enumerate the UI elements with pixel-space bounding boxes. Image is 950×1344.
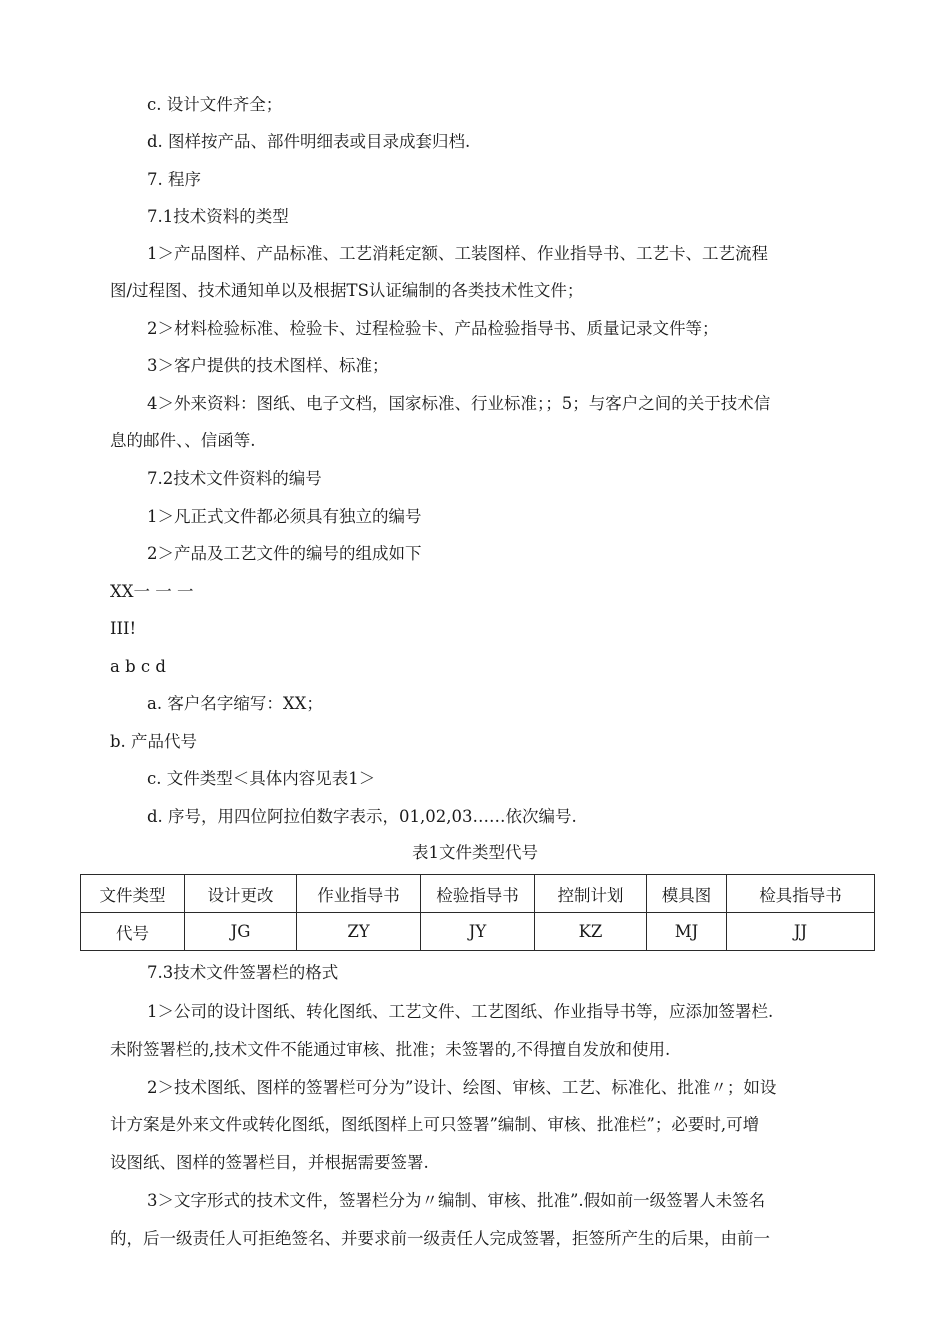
table-cell: ZY [297, 913, 421, 951]
section-7-1-item-2: 2＞材料检验标准、检验卡、过程检验卡、产品检验指导书、质量记录文件等； [147, 319, 719, 338]
section-7-3-item-3-line-2: 的，后一级责任人可拒绝签名、并要求前一级责任人完成签署，拒签所产生的后果，由前一 [110, 1229, 770, 1248]
item-d-drawings-archive: d. 图样按产品、部件明细表或目录成套归档. [147, 132, 471, 151]
section-7-1-item-1-line-2: 图/过程图、技术通知单以及根据TS认证编制的各类技术性文件； [110, 281, 584, 300]
section-7-3-item-2-line-1: 2＞技术图纸、图样的签署栏可分为”设计、绘图、审核、工艺、标准化、批准〃；如设 [147, 1078, 777, 1097]
section-7-1-item-4-line-1: 4＞外来资料：图纸、电子文档，国家标准、行业标准；；5；与客户之间的关于技术信 [147, 394, 771, 413]
section-7-3-item-1-line-2: 未附签署栏的,技术文件不能通过审核、批准；未签署的,不得擅自发放和使用. [110, 1040, 671, 1059]
section-7-3-heading: 7.3技术文件签署栏的格式 [147, 963, 339, 982]
table-cell: 模具图 [647, 875, 727, 913]
table-cell: 代号 [81, 913, 185, 951]
section-7-2-item-1: 1＞凡正式文件都必须具有独立的编号 [147, 507, 422, 526]
code-part-a: a. 客户名字缩写：XX； [147, 694, 323, 713]
item-c-design-files: c. 设计文件齐全； [147, 95, 283, 114]
code-format-line-1: XX一 一 一 [110, 582, 194, 601]
section-7-2-item-2: 2＞产品及工艺文件的编号的组成如下 [147, 544, 422, 563]
table-cell: JG [185, 913, 297, 951]
section-7-1-item-4-line-2: 息的邮件、、信函等. [110, 431, 256, 450]
section-7-1-item-3: 3＞客户提供的技术图样、标准； [147, 356, 389, 375]
table-caption: 表1文件类型代号 [412, 843, 538, 862]
section-7-1-item-1-line-1: 1＞产品图样、产品标准、工艺消耗定额、工装图样、作业指导书、工艺卡、工艺流程 [147, 244, 768, 263]
section-7-2-heading: 7.2技术文件资料的编号 [147, 469, 322, 488]
table-cell: KZ [535, 913, 647, 951]
code-format-line-2: III! [110, 619, 137, 638]
code-format-line-3: a b c d [110, 657, 166, 676]
code-part-c: c. 文件类型＜具体内容见表1＞ [147, 769, 376, 788]
code-part-b: b. 产品代号 [110, 732, 198, 751]
table-row [81, 875, 875, 913]
section-7-3-item-2-line-2: 计方案是外来文件或转化图纸，图纸图样上可只签署”编制、审核、批准栏”；必要时,可增 [110, 1115, 760, 1134]
section-7-1-heading: 7.1技术资料的类型 [147, 207, 289, 226]
table-cell: 作业指导书 [297, 875, 421, 913]
table-cell: 检具指导书 [727, 875, 875, 913]
section-7-heading: 7. 程序 [147, 170, 201, 189]
section-7-3-item-2-line-3: 设图纸、图样的签署栏目，并根据需要签署. [110, 1153, 429, 1172]
table-cell: JY [421, 913, 535, 951]
section-7-3-item-1-line-1: 1＞公司的设计图纸、转化图纸、工艺文件、工艺图纸、作业指导书等，应添加签署栏. [147, 1002, 774, 1021]
table-cell: 设计更改 [185, 875, 297, 913]
section-7-3-item-3-line-1: 3＞文字形式的技术文件，签署栏分为〃编制、审核、批准”.假如前一级签署人未签名 [147, 1191, 766, 1210]
file-type-code-table [80, 874, 875, 951]
table-cell: 检验指导书 [421, 875, 535, 913]
table-cell: 文件类型 [81, 875, 185, 913]
table-cell: MJ [647, 913, 727, 951]
table-cell: JJ [727, 913, 875, 951]
table-cell: 控制计划 [535, 875, 647, 913]
table-row [81, 913, 875, 951]
code-part-d: d. 序号，用四位阿拉伯数字表示，01,02,03……依次编号. [147, 807, 577, 826]
